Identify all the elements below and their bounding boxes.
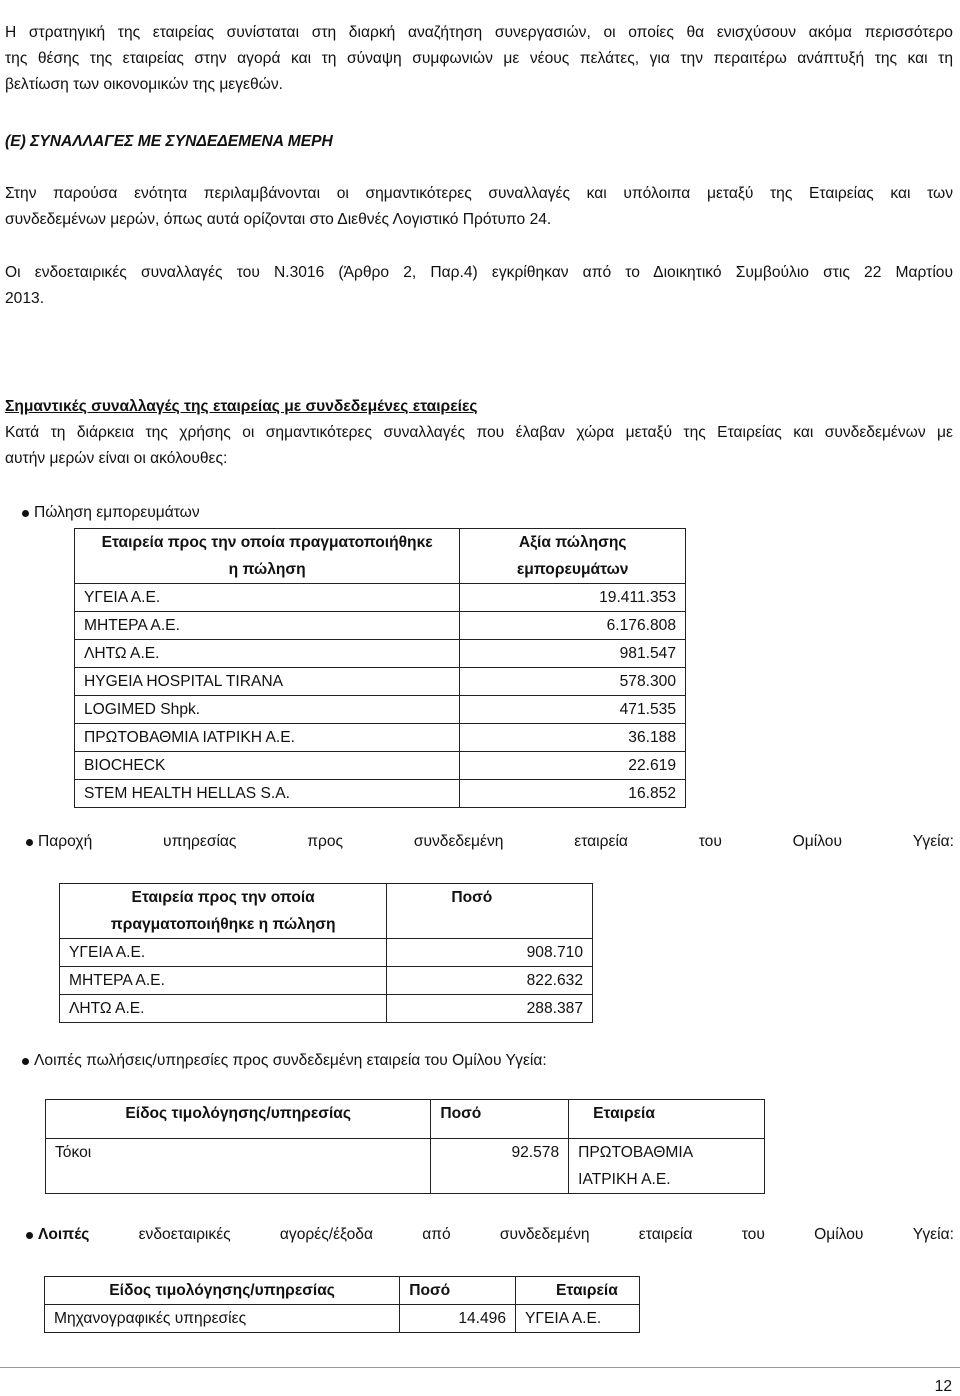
other-purchases-word: Ομίλου xyxy=(814,1226,864,1243)
intro-paragraph xyxy=(5,20,953,98)
table-row xyxy=(46,1139,765,1194)
table-row xyxy=(75,584,686,612)
amount-cell: 908.710 xyxy=(387,939,593,967)
sales-table-header xyxy=(75,529,686,584)
other-purchases-bullet-text xyxy=(38,1222,954,1248)
services-word: προς xyxy=(307,833,344,850)
sales-header-value xyxy=(460,529,686,584)
other-sales-bullet xyxy=(22,1048,547,1074)
services-word: του xyxy=(698,833,722,850)
services-header-company-l1: Εταιρεία προς την οποία xyxy=(131,889,315,906)
services-header-amount: Ποσό xyxy=(387,884,593,939)
page-footer-rule xyxy=(0,1367,960,1368)
section-p1-line-2: συνδεδεμένων μερών, όπως αυτά ορίζονται στο Διεθνές Λογιστικό Πρότυπο 24. xyxy=(5,211,552,228)
bullet-icon xyxy=(22,1058,29,1065)
other-purchases-table xyxy=(44,1276,640,1333)
company-cell: ΛΗΤΩ Α.Ε. xyxy=(60,995,387,1023)
table-row xyxy=(75,696,686,724)
other-purchases-header-company: Εταιρεία xyxy=(516,1277,640,1305)
sales-table xyxy=(74,528,686,808)
type-cell: Μηχανογραφικές υπηρεσίες xyxy=(45,1305,400,1333)
table-row xyxy=(75,780,686,808)
section-p2-line-2: 2013. xyxy=(5,290,45,307)
other-purchases-word: Υγεία: xyxy=(912,1226,954,1243)
section-heading: (Ε) ΣΥΝΑΛΛΑΓΕΣ ΜΕ ΣΥΝΔΕΔΕΜΕΝΑ ΜΕΡΗ xyxy=(5,133,333,150)
sales-bullet xyxy=(22,500,200,526)
other-purchases-word: συνδεδεμένη xyxy=(499,1226,590,1243)
significant-heading: Σημαντικές συναλλαγές της εταιρείας με συνδεδεμένες εταιρείες xyxy=(5,398,478,415)
table-row xyxy=(60,967,593,995)
sales-header-value-l1: Αξία πώλησης xyxy=(518,534,627,551)
value-cell: 471.535 xyxy=(460,696,686,724)
company-cell: HYGEIA HOSPITAL TIRANA xyxy=(75,668,460,696)
table-row xyxy=(45,1305,640,1333)
intro-line-1: Η στρατηγική της εταιρείας συνίσταται στη διαρκή αναζήτηση συνεργασιών, οι οποίες θα ενισχύσουν ακόμα περισσότερο xyxy=(5,24,953,41)
services-table xyxy=(59,883,593,1023)
bullet-icon xyxy=(22,510,29,517)
section-paragraph-1 xyxy=(5,181,953,233)
value-cell: 6.176.808 xyxy=(460,612,686,640)
sales-header-value-l2: εμπορευμάτων xyxy=(516,561,629,578)
services-header-company-l2: πραγματοποιήθηκε η πώληση xyxy=(110,916,336,933)
table-row xyxy=(75,612,686,640)
amount-cell: 14.496 xyxy=(400,1305,516,1333)
company-cell: ΜΗΤΕΡΑ Α.Ε. xyxy=(60,967,387,995)
company-cell: ΛΗΤΩ Α.Ε. xyxy=(75,640,460,668)
sales-header-company-l1: Εταιρεία προς την οποία πραγματοποιήθηκε xyxy=(101,534,433,551)
company-cell: ΜΗΤΕΡΑ Α.Ε. xyxy=(75,612,460,640)
other-purchases-word: εταιρεία xyxy=(638,1226,693,1243)
company-cell: ΠΡΩΤΟΒΑΘΜΙΑ ΙΑΤΡΙΚΗ Α.Ε. xyxy=(75,724,460,752)
other-purchases-table-header xyxy=(45,1277,640,1305)
services-bullet-text xyxy=(38,829,954,855)
value-cell: 36.188 xyxy=(460,724,686,752)
company-cell: ΥΓΕΙΑ Α.Ε. xyxy=(75,584,460,612)
type-cell: Τόκοι xyxy=(46,1139,431,1194)
table-row xyxy=(60,939,593,967)
company-cell: BIOCHECK xyxy=(75,752,460,780)
services-word: συνδεδεμένη xyxy=(413,833,504,850)
company-cell: LOGIMED Shpk. xyxy=(75,696,460,724)
other-sales-header-amount: Ποσό xyxy=(431,1100,569,1139)
table-row xyxy=(75,752,686,780)
other-purchases-word: αγορές/έξοδα xyxy=(279,1226,373,1243)
amount-cell: 288.387 xyxy=(387,995,593,1023)
value-cell: 19.411.353 xyxy=(460,584,686,612)
amount-cell: 92.578 xyxy=(431,1139,569,1194)
bullet-icon xyxy=(26,1232,33,1239)
other-purchases-header-amount: Ποσό xyxy=(400,1277,516,1305)
value-cell: 16.852 xyxy=(460,780,686,808)
services-table-header xyxy=(60,884,593,939)
services-bullet xyxy=(26,829,954,855)
significant-paragraph xyxy=(5,420,953,472)
table-row xyxy=(75,668,686,696)
section-p2-line-1: Οι ενδοεταιρικές συναλλαγές του Ν.3016 (Άρθρο 2, Παρ.4) εγκρίθηκαν από το Διοικητικό Συμβούλιο στις 22 Μαρτίου xyxy=(5,264,953,281)
services-word: εταιρεία xyxy=(574,833,628,850)
services-word: Υγεία: xyxy=(912,833,954,850)
table-row xyxy=(60,995,593,1023)
sales-header-company-l2: η πώληση xyxy=(228,561,306,578)
page-number: 12 xyxy=(934,1378,952,1395)
services-word: υπηρεσίας xyxy=(163,833,237,850)
significant-line-2: αυτήν μερών είναι οι ακόλουθες: xyxy=(5,450,228,467)
other-purchases-bullet xyxy=(26,1222,954,1248)
company-cell: ΠΡΩΤΟΒΑΘΜΙΑ ΙΑΤΡΙΚΗ Α.Ε. xyxy=(569,1139,765,1194)
significant-line-1: Κατά τη διάρκεια της χρήσης οι σημαντικότερες συναλλαγές που έλαβαν χώρα μεταξύ της Εταιρείας και συνδεδεμένων με xyxy=(5,424,953,441)
value-cell: 981.547 xyxy=(460,640,686,668)
services-word: Παροχή xyxy=(38,833,93,850)
other-sales-bullet-label: Λοιπές πωλήσεις/υπηρεσίες προς συνδεδεμένη εταιρεία του Ομίλου Υγεία: xyxy=(34,1052,547,1069)
section-paragraph-2 xyxy=(5,260,953,312)
other-purchases-header-type: Είδος τιμολόγησης/υπηρεσίας xyxy=(45,1277,400,1305)
sales-header-company xyxy=(75,529,460,584)
other-sales-header-company: Εταιρεία xyxy=(569,1100,765,1139)
amount-cell: 822.632 xyxy=(387,967,593,995)
company-cell: ΥΓΕΙΑ Α.Ε. xyxy=(60,939,387,967)
value-cell: 578.300 xyxy=(460,668,686,696)
services-header-company xyxy=(60,884,387,939)
other-purchases-word: του xyxy=(741,1226,765,1243)
section-p1-line-1: Στην παρούσα ενότητα περιλαμβάνονται οι σημαντικότερες συναλλαγές και υπόλοιπα μεταξύ της Εταιρείας και των xyxy=(5,185,953,202)
table-row xyxy=(75,640,686,668)
other-sales-header-type: Είδος τιμολόγησης/υπηρεσίας xyxy=(46,1100,431,1139)
other-purchases-word: ενδοεταιρικές xyxy=(138,1226,231,1243)
services-word: Ομίλου xyxy=(792,833,842,850)
company-cell: STEM HEALTH HELLAS S.A. xyxy=(75,780,460,808)
other-purchases-bold-word: Λοιπές xyxy=(38,1226,90,1243)
value-cell: 22.619 xyxy=(460,752,686,780)
table-row xyxy=(75,724,686,752)
intro-line-2: της θέσης της εταιρείας στην αγορά και τη σύναψη συμφωνιών με νέους πελάτες, για την περαιτέρω ανάπτυξή της και τη xyxy=(5,50,953,67)
bullet-icon xyxy=(26,839,33,846)
sales-bullet-label: Πώληση εμπορευμάτων xyxy=(34,504,200,521)
intro-line-3: βελτίωση των οικονομικών της μεγεθών. xyxy=(5,76,283,93)
other-sales-table-header xyxy=(46,1100,765,1139)
company-cell: ΥΓΕΙΑ Α.Ε. xyxy=(516,1305,640,1333)
other-purchases-word: από xyxy=(422,1226,451,1243)
other-sales-table xyxy=(45,1099,765,1194)
